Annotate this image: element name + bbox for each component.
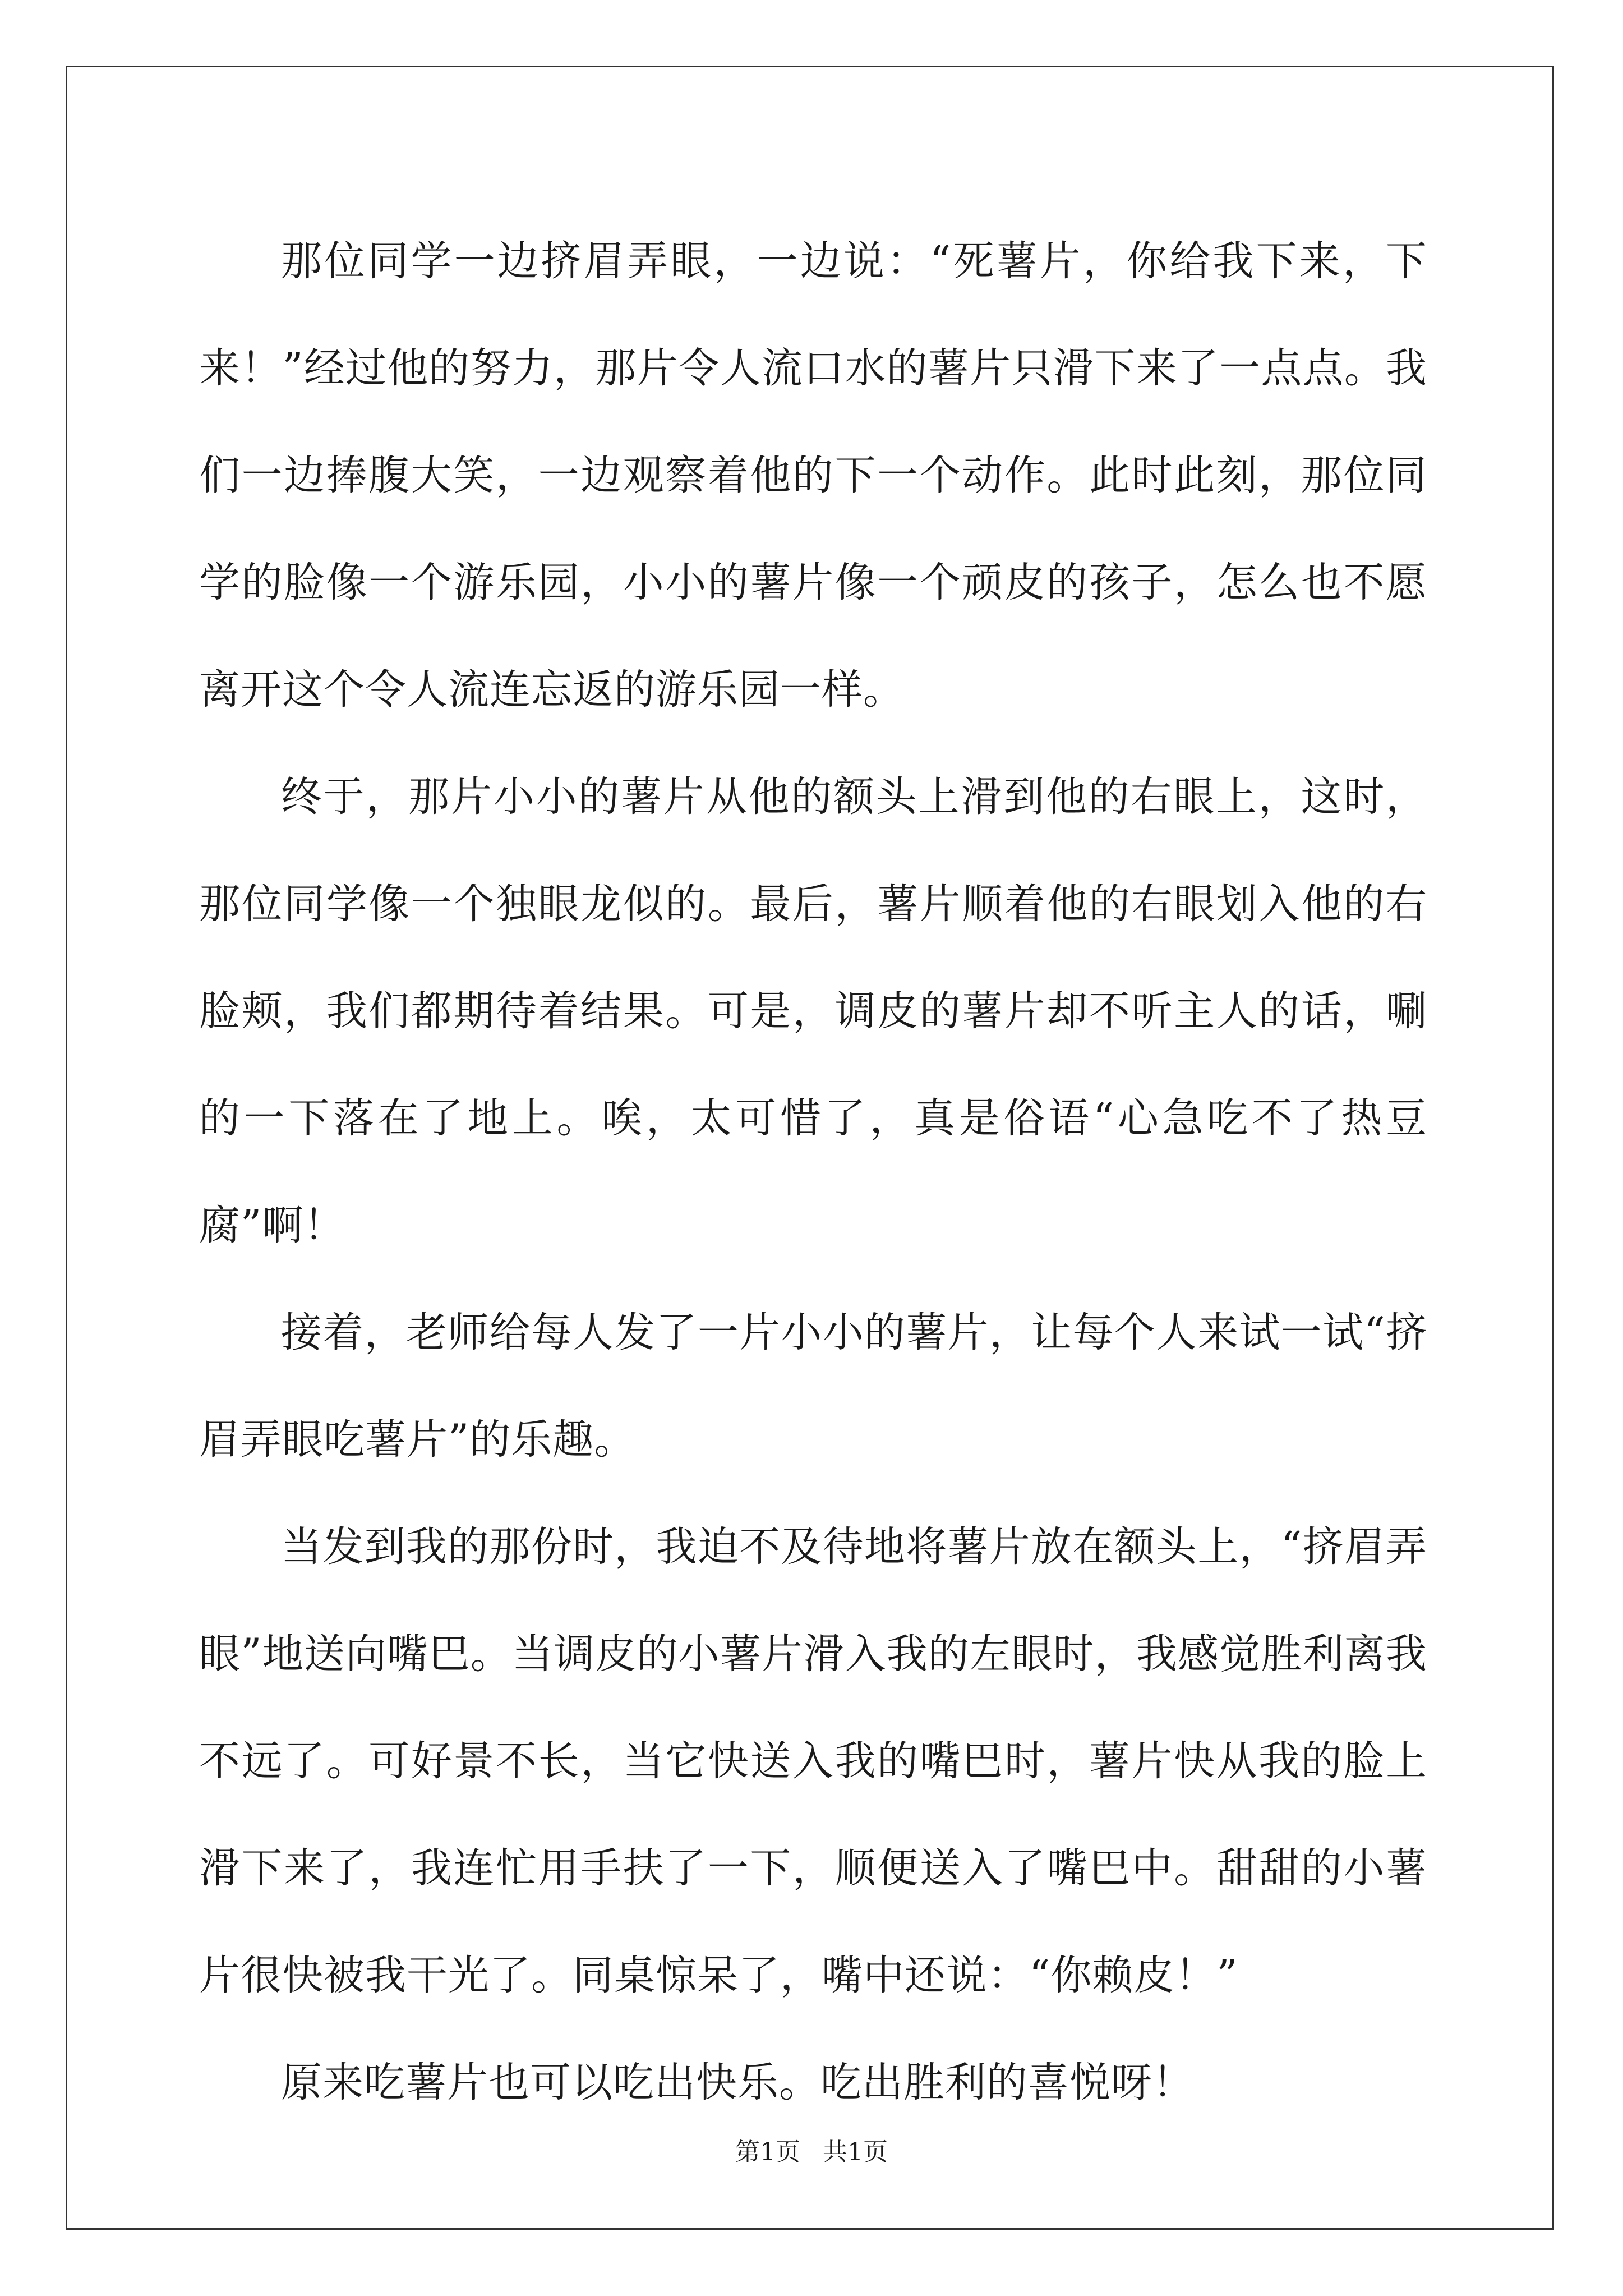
paragraph-4: 当发到我的那份时，我迫不及待地将薯片放在额头上，“挤眉弄眼”地送向嘴巴。当调皮的小薯片滑入我的左眼时，我感觉胜利离我不远了。可好景不长，当它快送入我的嘴巴时，薯片快从我的脸上滑下来了，我连忙用手扶了一下，顺便送入了嘴巴中。甜甜的小薯片很快被我干光了。同桌惊呆了，嘴中还说：“你赖皮！” <box>199 1523 1427 1999</box>
page-number: 第1页 <box>735 2138 800 2166</box>
document-body <box>199 208 1427 2136</box>
paragraph-1: 那位同学一边挤眉弄眼，一边说：“死薯片，你给我下来，下来！”经过他的努力，那片令人流口水的薯片只滑下来了一点点。我们一边捧腹大笑，一边观察着他的下一个动作。此时此刻，那位同学的脸像一个游乐园，小小的薯片像一个顽皮的孩子，怎么也不愿离开这个令人流连忘返的游乐园一样。 <box>199 237 1427 714</box>
total-pages: 共1页 <box>823 2138 888 2166</box>
paragraph-3: 接着，老师给每人发了一片小小的薯片，让每个人来试一试“挤眉弄眼吃薯片”的乐趣。 <box>199 1309 1427 1464</box>
paragraph-5: 原来吃薯片也可以吃出快乐。吃出胜利的喜悦呀！ <box>281 2059 1194 2106</box>
paragraph-2: 终于，那片小小的薯片从他的额头上滑到他的右眼上，这时，那位同学像一个独眼龙似的。最后，薯片顺着他的右眼划入他的右脸颊，我们都期待着结果。可是，调皮的薯片却不听主人的话，唰的一下落在了地上。唉，太可惜了，真是俗语“心急吃不了热豆腐”啊！ <box>199 773 1427 1249</box>
page-footer <box>0 2132 1623 2168</box>
